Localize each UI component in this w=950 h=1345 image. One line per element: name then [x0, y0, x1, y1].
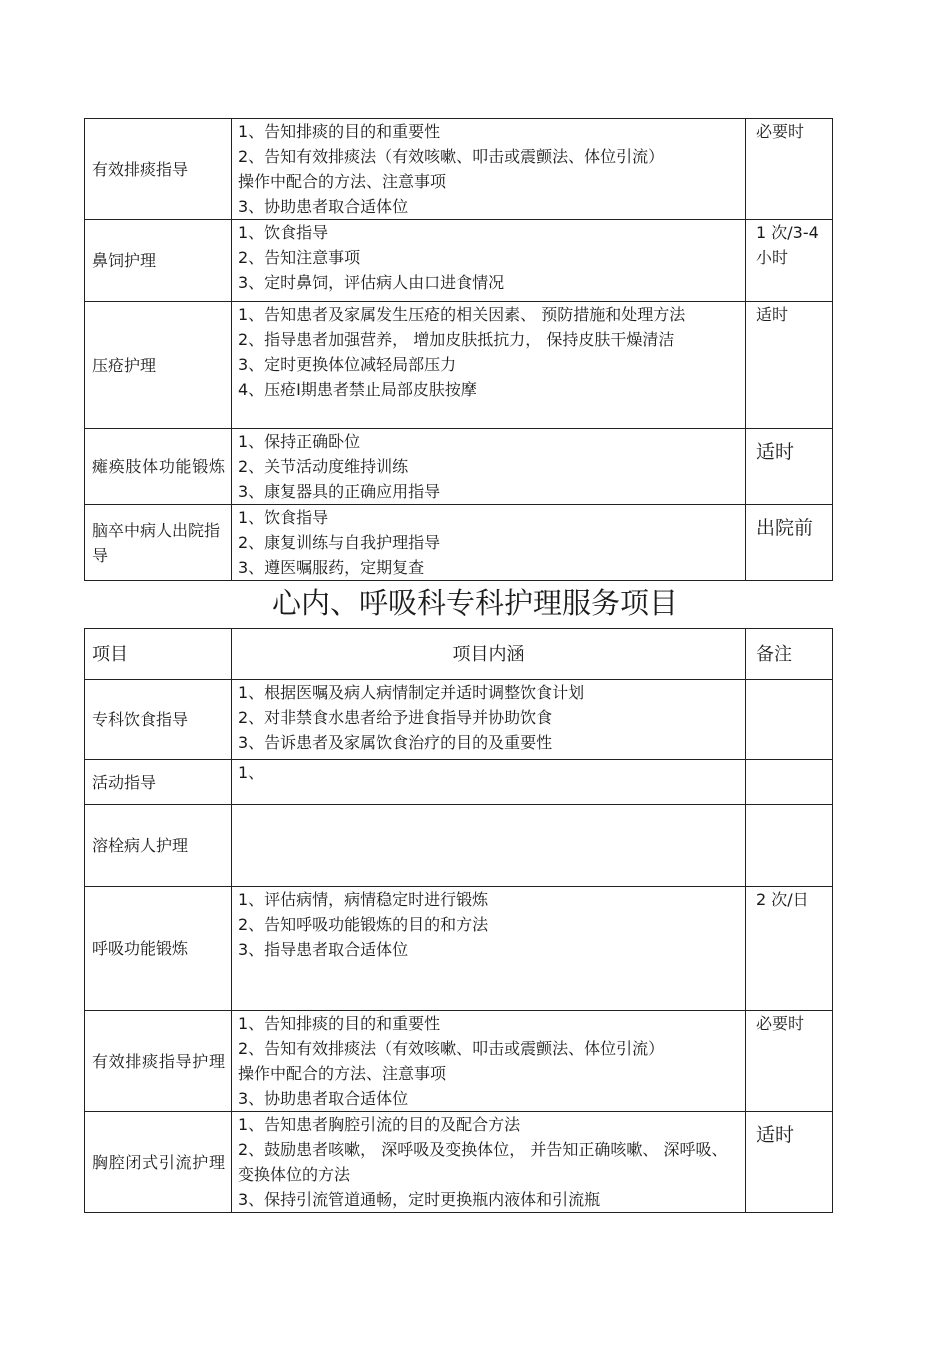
note-cell: 出院前: [746, 505, 833, 581]
item-cell: 活动指导: [85, 760, 232, 805]
table-row: [85, 220, 833, 302]
content-cell: [232, 680, 746, 760]
section-title: 心内、呼吸科专科护理服务项目: [271, 586, 678, 620]
table-row: [85, 1011, 833, 1112]
item-cell: [85, 429, 232, 505]
content-line: 1、告知排痰的目的和重要性: [238, 122, 441, 141]
content-line: 3、协助患者取合适体位: [238, 1089, 409, 1108]
content-cell: [232, 302, 746, 429]
item-cell: [85, 1011, 232, 1112]
content-line: 4、压疮Ⅰ期患者禁止局部皮肤按摩: [238, 380, 477, 399]
item-cell: 溶栓病人护理: [85, 805, 232, 887]
content-line: 3、指导患者取合适体位: [238, 940, 409, 959]
content-line: 1、告知患者及家属发生压疮的相关因素、 预防措施和处理方法: [238, 305, 686, 324]
content-line: 1、饮食指导: [238, 223, 329, 242]
note-cell: 1 次/3-4 小时: [746, 220, 833, 302]
content-line: 1、告知排痰的目的和重要性: [238, 1014, 441, 1033]
table-row: [85, 119, 833, 220]
content-line: 3、康复器具的正确应用指导: [238, 482, 441, 501]
table-row: [85, 302, 833, 429]
table-row: [85, 429, 833, 505]
header-note: 备注: [746, 629, 833, 680]
content-cell: [232, 119, 746, 220]
content-cell: [232, 760, 746, 805]
table-row: [85, 760, 833, 805]
item-label: 脑卒中病人出院指导: [92, 520, 221, 565]
item-cell: [85, 1112, 232, 1213]
table-row: [85, 1112, 833, 1213]
header-item: 项目: [85, 629, 232, 680]
note-cell: 适时: [746, 429, 833, 505]
content-line: 1、根据医嘱及病人病情制定并适时调整饮食计划: [238, 683, 585, 702]
content-cell: [232, 805, 746, 887]
nursing-table-1: [84, 118, 833, 581]
item-cell: 压疮护理: [85, 302, 232, 429]
item-label: 胸腔闭式引流护理: [92, 1152, 225, 1172]
note-cell: [746, 680, 833, 760]
content-line: 2、告知有效排痰法（有效咳嗽、叩击或震颤法、体位引流）: [238, 147, 665, 166]
content-line: 2、告知注意事项: [238, 248, 361, 267]
content-cell: [232, 220, 746, 302]
table-row: [85, 887, 833, 1011]
note-cell: 适时: [746, 302, 833, 429]
content-line: 3、保持引流管道通畅，定时更换瓶内液体和引流瓶: [238, 1190, 601, 1209]
content-line: 1、: [238, 763, 265, 782]
item-cell: 呼吸功能锻炼: [85, 887, 232, 1011]
note-cell: [746, 760, 833, 805]
item-cell: 鼻饲护理: [85, 220, 232, 302]
content-line: 2、康复训练与自我护理指导: [238, 533, 441, 552]
note-cell: [746, 805, 833, 887]
content-line: 3、遵医嘱服药，定期复查: [238, 558, 425, 577]
content-line: 1、告知患者胸腔引流的目的及配合方法: [238, 1115, 521, 1134]
table-row: [85, 680, 833, 760]
content-cell: [232, 1112, 746, 1213]
content-cell: [232, 887, 746, 1011]
content-cell: [232, 505, 746, 581]
content-line: 3、协助患者取合适体位: [238, 197, 409, 216]
content-line: 2、对非禁食水患者给予进食指导并协助饮食: [238, 708, 553, 727]
content-line: 3、定时鼻饲，评估病人由口进食情况: [238, 273, 505, 292]
note-cell: 必要时: [746, 119, 833, 220]
content-cell: [232, 1011, 746, 1112]
content-line: 操作中配合的方法、注意事项: [238, 1064, 447, 1083]
table-header-row: [85, 629, 833, 680]
content-line: 1、评估病情，病情稳定时进行锻炼: [238, 890, 489, 909]
content-line: 1、饮食指导: [238, 508, 329, 527]
header-content: 项目内涵: [232, 629, 746, 680]
item-cell: 专科饮食指导: [85, 680, 232, 760]
content-line: 2、告知有效排痰法（有效咳嗽、叩击或震颤法、体位引流）: [238, 1039, 665, 1058]
content-line: 3、定时更换体位减轻局部压力: [238, 355, 457, 374]
table-row: [85, 505, 833, 581]
content-line: 2、关节活动度维持训练: [238, 457, 409, 476]
item-cell: [85, 505, 232, 581]
content-line: 2、鼓励患者咳嗽， 深呼吸及变换体位， 并告知正确咳嗽、 深呼吸、变换体位的方法: [238, 1140, 728, 1184]
nursing-table-2: [84, 628, 833, 1213]
note-cell: 2 次/日: [746, 887, 833, 1011]
content-line: 操作中配合的方法、注意事项: [238, 172, 447, 191]
item-label: 瘫痪肢体功能锻炼: [92, 457, 225, 476]
content-line: 1、保持正确卧位: [238, 432, 361, 451]
note-cell: 适时: [746, 1112, 833, 1213]
content-line: 3、告诉患者及家属饮食治疗的目的及重要性: [238, 733, 553, 752]
item-cell: 有效排痰指导: [85, 119, 232, 220]
note-cell: 必要时: [746, 1011, 833, 1112]
content-line: 2、指导患者加强营养， 增加皮肤抵抗力， 保持皮肤干燥清洁: [238, 330, 675, 349]
table-row: [85, 805, 833, 887]
item-label: 有效排痰指导护理: [92, 1051, 225, 1071]
content-cell: [232, 429, 746, 505]
content-line: 2、告知呼吸功能锻炼的目的和方法: [238, 915, 489, 934]
